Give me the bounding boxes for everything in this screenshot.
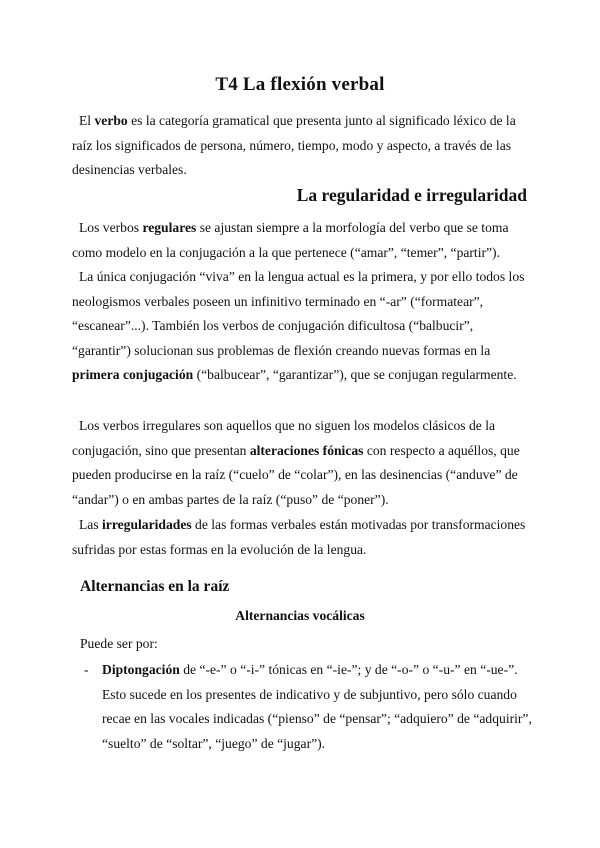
irregulares-pre: Los verbos irregulares son aquellos que no siguen los modelos clásicos de la conjugación, sino que presentan	[72, 418, 496, 458]
regulares-post: se ajustan siempre a la morfología del verbo que se toma como modelo en la conjugación a la que pertenece (“amar”, “temer”, “partir”).	[72, 220, 509, 260]
irregulares-paragraph	[72, 414, 532, 512]
intro-paragraph	[72, 109, 532, 183]
irregularidades-bold-term: irregularidades	[102, 517, 192, 532]
list-dash: -	[84, 662, 89, 677]
subsubsection-heading: Alternancias vocálicas	[235, 608, 365, 623]
irregularidades-paragraph	[72, 513, 532, 562]
unica-post: (“balbucear”, “garantizar”), que se conjugan regularmente.	[193, 367, 517, 382]
regulares-paragraph	[72, 216, 532, 265]
intro-pre: El	[79, 113, 95, 128]
puede-ser-line: Puede ser por:	[80, 636, 158, 651]
subsection-heading: Alternancias en la raíz	[80, 578, 230, 595]
page-title: T4 La flexión verbal	[215, 74, 385, 95]
irregulares-post: con respecto a aquéllos, que pueden producirse en la raíz (“cuelo” de “colar”), en las desinencias (“anduve” de “andar”) o en ambas partes de la raíz (“puso” de “poner”).	[72, 442, 520, 507]
list-item	[84, 658, 534, 756]
regulares-bold-term: regulares	[142, 220, 197, 235]
list-item-body: de “-e-” o “-i-” tónicas en “-ie-”; y de “-o-” o “-u-” en “-ue-”. Esto sucede en los presentes de indicativo y de subjuntivo, pero sólo cuando recae en las vocales indicadas (“pienso” de “pensar”; “adquiero” de “adquirir”, “suelto” de “soltar”, “juego” de “jugar”).	[102, 662, 532, 751]
list-item-bold-term: Diptongación	[102, 662, 180, 677]
unica-pre: La única conjugación “viva” en la lengua actual es la primera, y por ello todos los neologismos verbales poseen un infinitivo terminado en “-ar” (“formatear”, “escanear”...). También los verbos de conjugación dificultosa (“balbucir”, “garantir”) solucionan sus problemas de flexión creando nuevas formas en la	[72, 269, 525, 358]
unica-paragraph	[72, 265, 532, 388]
intro-post: es la categoría gramatical que presenta junto al significado léxico de la raíz los significados de persona, número, tiempo, modo y aspecto, a través de las desinencias verbales.	[72, 113, 516, 177]
irregularidades-post: de las formas verbales están motivadas por transformaciones sufridas por estas formas en la evolución de la lengua.	[72, 517, 526, 557]
irregulares-bold-term: alteraciones fónicas	[249, 442, 364, 458]
list-item-text	[102, 658, 534, 756]
intro-bold-term: verbo	[94, 113, 128, 128]
section-heading: La regularidad e irregularidad	[296, 185, 527, 205]
regulares-pre: Los verbos	[79, 220, 143, 235]
unica-bold-term: primera conjugación	[72, 367, 194, 382]
irregularidades-pre: Las	[79, 517, 103, 532]
